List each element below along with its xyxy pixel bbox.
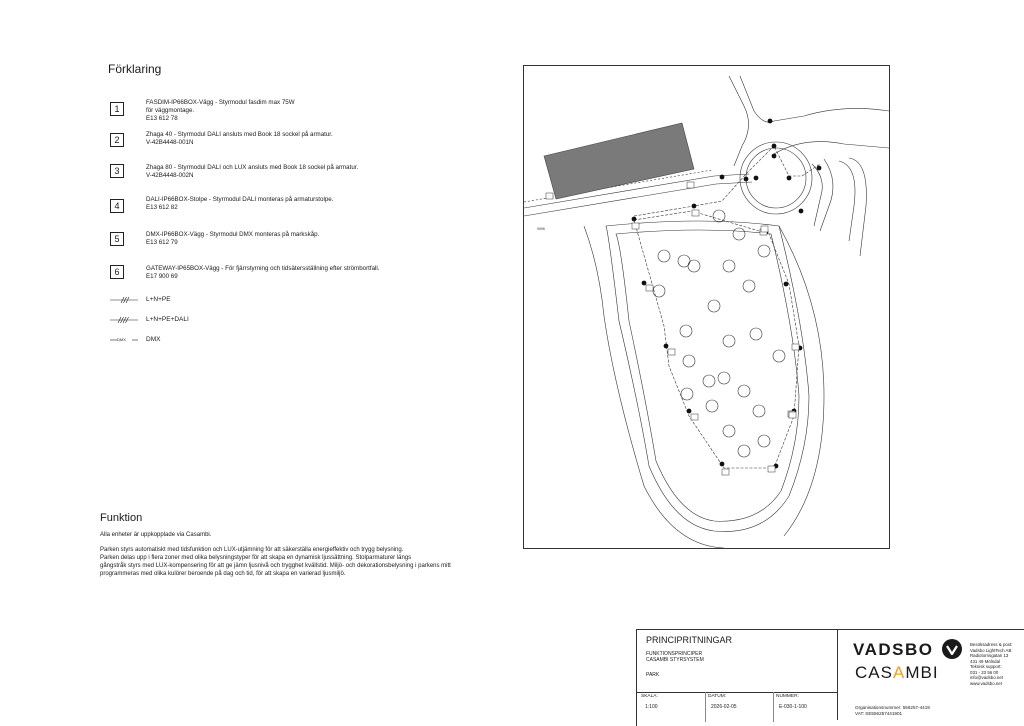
site-plan-svg <box>524 66 889 548</box>
casambi-logo-accent: A <box>892 663 906 682</box>
funktion-text: Alla enheter är uppkopplade via Casambi. <box>100 532 212 538</box>
vadsbo-heart-icon <box>941 638 963 660</box>
vadsbo-logo-text: VADSBO <box>853 640 934 659</box>
wire-label-lnpedali: L+N+PE+DALI <box>146 316 189 323</box>
funktion-text: Parken styrs automatiskt med tidsfunktion och LUX-utjämning för att säkerställa energieffektiv och trygg belysning. <box>100 547 404 553</box>
project-name: PARK <box>646 672 660 678</box>
wire-label-lnpe: L+N+PE <box>146 296 171 303</box>
legend-description: DMX-IP66BOX-Vägg - Styrmodul DMX monteras på markskåp. E13 612 79 <box>146 231 320 246</box>
casambi-logo-part: CAS <box>855 663 893 682</box>
legend-description: FASDIM-IP66BOX-Vägg - Styrmodul fasdim max 75W för väggmontage. E13 612 78 <box>146 99 295 122</box>
legend-description: Zhaga 40 - Styrmodul DALI ansluts med Book 18 sockel på armatur. V-42B4448-001N <box>146 131 333 146</box>
legend-number: 3 <box>110 164 124 178</box>
site-plan-drawing <box>523 65 890 549</box>
legend-description: GATEWAY-IP65BOX-Vägg - För fjärrstyrning och tidsätersställning efter strömbortfall. E17 900 69 <box>146 265 380 280</box>
legend-number: 2 <box>110 133 124 147</box>
park-inner-path <box>616 230 799 521</box>
legend-description: Zhaga 80 - Styrmodul DALI och LUX ansluts med Book 18 sockel på armatur. V-42B4448-002N <box>146 164 359 179</box>
funktion-text: Parken delas upp i flera zoner med olika belysningstyper för att skapa en dynamisk ljussättning. Stolparmaturer längs <box>100 555 412 561</box>
date-label: DATUM: <box>708 694 727 699</box>
legend-number: 1 <box>110 102 124 116</box>
drawing-subtitle-2: CASAMBI STYRSYSTEM <box>646 657 704 663</box>
casambi-logo <box>855 663 939 683</box>
drawing-subtitle-1: FUNKTIONSPRINCIPER <box>646 651 703 657</box>
wire-label-dmx: DMX <box>146 336 161 343</box>
scale-value: 1:100 <box>645 704 658 710</box>
divider <box>773 692 774 722</box>
divider <box>705 692 706 722</box>
legend-number: 5 <box>110 232 124 246</box>
legend-description: DALI-IP66BOX-Stolpe - Styrmodul DALI monteras på armaturstolpe. E13 612 82 <box>146 196 334 211</box>
funktion-text: gångstråk styrs med LUX-kompensering för att ge jämn ljusnivå och trygghet kvällstid. Miljö- och dekorationsbelysning i parkens mitt <box>100 563 451 569</box>
legend-title: Förklaring <box>108 62 162 76</box>
funktion-title: Funktion <box>100 512 143 524</box>
funktion-text: programmeras med olika kulörer beroende på dag och tid, för att skapa en varierad ljusmiljö. <box>100 571 346 577</box>
date-value: 2026-02-05 <box>711 704 737 710</box>
number-value: E-030-1-100 <box>779 704 807 710</box>
legend-number: 6 <box>110 265 124 279</box>
building <box>544 123 694 199</box>
legend-number: 4 <box>110 199 124 213</box>
road-label: 9996 <box>537 227 545 231</box>
number-label: NUMMER: <box>776 694 799 699</box>
title-block <box>636 629 1024 726</box>
dmx-line-text: DMX <box>117 337 126 342</box>
vadsbo-logo <box>853 640 933 660</box>
scale-label: SKALA: <box>641 694 658 699</box>
org-number: Organisationsnummer: 556257-4419 <box>855 705 930 710</box>
vat-number: VAT: SE556257441901 <box>855 711 903 716</box>
casambi-logo-part: MBI <box>905 663 939 682</box>
drawing-title: PRINCIPRITNINGAR <box>646 635 733 645</box>
divider <box>637 692 837 693</box>
company-address: Besöksadress & post: Vadsbo LightTech AB Radiotornsgatan 13 431 49 Mölndal Teknisk support: 031 - 23 56 00 info@vadsbo.net www.vadsbo.net <box>970 642 1013 686</box>
